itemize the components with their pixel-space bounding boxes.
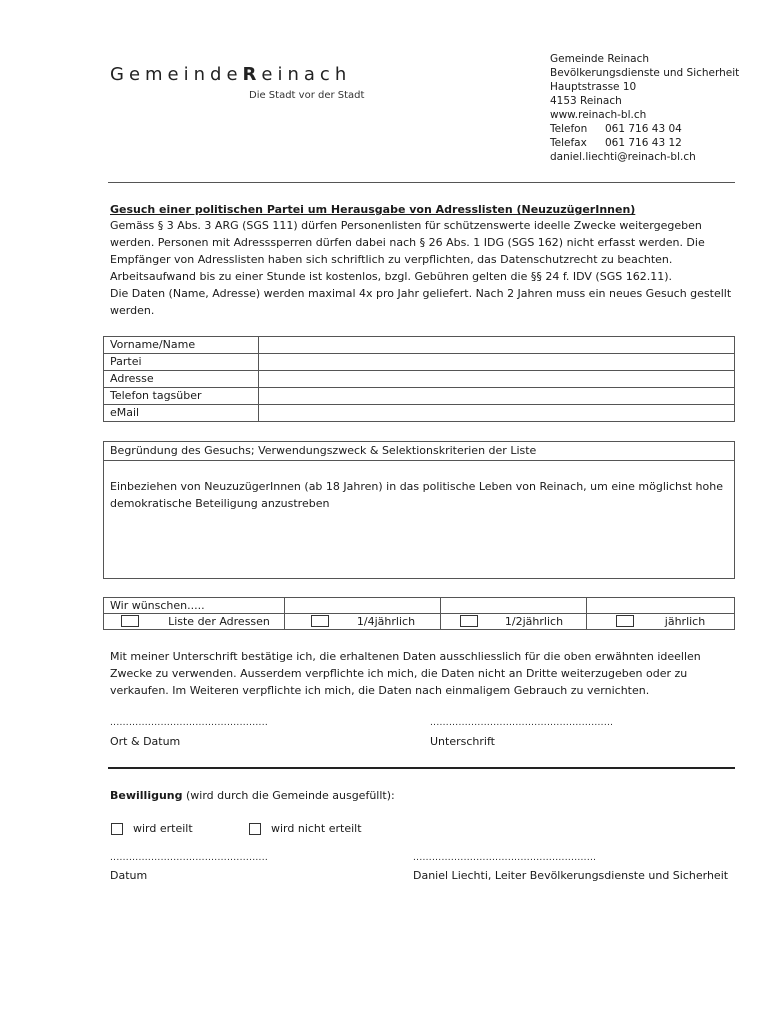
option-yearly: jährlich (664, 615, 706, 628)
approval-date-label: Datum (110, 869, 148, 882)
approval-signature-line[interactable]: .......................................................... (413, 853, 597, 863)
form-title: Gesuch einer politischen Partei um Herausgabe von Adresslisten (NeuzuzügerInnen) (110, 203, 636, 216)
address-phone (550, 122, 739, 136)
phone-value: 061 716 43 04 (605, 123, 682, 135)
logo-text-gemeinde: Gemeinde (110, 64, 243, 85)
reason-line: Einbeziehen von NeuzuzügerInnen (ab 18 Jahren) in das politische Leben von Reinach, um eine möglichst hohe (110, 480, 723, 493)
checkbox-yearly[interactable] (616, 615, 634, 627)
approval-heading-line (110, 789, 395, 802)
option-half-yearly: 1/2jährlich (504, 615, 564, 628)
field-input-phone[interactable] (259, 388, 735, 405)
address-line-street: Hauptstrasse 10 (550, 81, 637, 93)
option-quarterly: 1/4jährlich (356, 615, 416, 628)
approval-date-line[interactable]: .................................................. (110, 853, 269, 863)
fax-label: Telefax (550, 137, 587, 149)
intro-line: werden. (110, 304, 155, 317)
field-label-address: Adresse (104, 371, 259, 388)
approval-note: (wird durch die Gemeinde ausgefüllt): (182, 789, 395, 802)
field-label-party: Partei (104, 354, 259, 371)
intro-line: Gemäss § 3 Abs. 3 ARG (SGS 111) dürfen Personenlisten für schützenswerte ideelle Zwecke weitergegeben (110, 219, 702, 232)
address-line-name: Gemeinde Reinach (550, 53, 650, 65)
confirmation-text (110, 648, 740, 699)
field-input-name[interactable] (259, 337, 735, 354)
table-row (104, 388, 735, 405)
field-input-email[interactable] (259, 405, 735, 422)
phone-label: Telefon (550, 123, 588, 135)
intro-line: werden. Personen mit Adresssperren dürfen dabei nach § 26 Abs. 1 IDG (SGS 162) nicht erfasst werden. Die (110, 236, 705, 249)
logo-text-einach: einach (261, 64, 352, 85)
intro-line: Empfänger von Adresslisten haben sich schriftlich zu verpflichten, das Datenschutzrecht zu beachten. (110, 253, 673, 266)
reason-line: demokratische Beteiligung anzustreben (110, 497, 330, 510)
fax-value: 061 716 43 12 (605, 137, 682, 149)
place-date-line[interactable]: .................................................. (110, 718, 269, 728)
confirmation-line: verkaufen. Im Weiteren verpflichte ich mich, die Daten nach einmaligem Gebrauch zu vernichten. (110, 684, 650, 697)
address-line-city: 4153 Reinach (550, 95, 622, 107)
intro-line: Arbeitsaufwand bis zu einer Stunde ist kostenlos, bzgl. Gebühren gelten die §§ 24 f. IDV (SGS 162.11). (110, 270, 672, 283)
checkbox-half-yearly[interactable] (460, 615, 478, 627)
field-label-phone: Telefon tagsüber (104, 388, 259, 405)
signature-label: Unterschrift (430, 735, 495, 748)
address-website: www.reinach-bl.ch (550, 109, 647, 121)
wish-label: Wir wünschen..... (110, 599, 205, 612)
approval-divider (108, 767, 735, 769)
column-divider (440, 598, 441, 629)
checkbox-granted[interactable] (111, 823, 123, 835)
granted-label: wird erteilt (133, 822, 193, 835)
not-granted-label: wird nicht erteilt (271, 822, 362, 835)
checkbox-quarterly[interactable] (311, 615, 329, 627)
delivery-options-table (103, 597, 735, 630)
approval-heading: Bewilligung (110, 789, 183, 802)
address-fax (550, 136, 739, 150)
field-input-address[interactable] (259, 371, 735, 388)
field-input-party[interactable] (259, 354, 735, 371)
table-row (104, 405, 735, 422)
approval-signer-label: Daniel Liechti, Leiter Bevölkerungsdienste und Sicherheit (413, 869, 729, 882)
address-email: daniel.liechti@reinach-bl.ch (550, 151, 696, 163)
address-line-department: Bevölkerungsdienste und Sicherheit (550, 67, 740, 79)
header-divider (108, 182, 735, 183)
intro-text (110, 217, 740, 319)
reason-heading: Begründung des Gesuchs; Verwendungszweck & Selektionskriterien der Liste (104, 442, 734, 461)
applicant-fields-table (103, 336, 735, 422)
gemeinde-logo (110, 64, 351, 85)
field-label-email: eMail (104, 405, 259, 422)
column-divider (284, 598, 285, 629)
checkbox-address-list[interactable] (121, 615, 139, 627)
reason-box (103, 441, 735, 579)
logo-text-r: R (242, 64, 262, 85)
logo-tagline: Die Stadt vor der Stadt (249, 90, 365, 101)
field-label-name: Vorname/Name (104, 337, 259, 354)
table-row (104, 371, 735, 388)
intro-line: Die Daten (Name, Adresse) werden maximal 4x pro Jahr geliefert. Nach 2 Jahren muss ein neues Gesuch gestellt (110, 287, 732, 300)
confirmation-line: Mit meiner Unterschrift bestätige ich, die erhaltenen Daten ausschliesslich für die oben erwähnten ideellen (110, 650, 701, 663)
signature-line[interactable]: .......................................................... (430, 718, 614, 728)
option-address-list: Liste der Adressen (168, 615, 270, 628)
table-row (104, 354, 735, 371)
checkbox-not-granted[interactable] (249, 823, 261, 835)
table-row (104, 337, 735, 354)
confirmation-line: Zwecke zu verwenden. Ausserdem verpflichte ich mich, die Daten nicht an Dritte weiterzugeben oder zu (110, 667, 688, 680)
address-block (550, 52, 739, 164)
place-date-label: Ort & Datum (110, 735, 181, 748)
column-divider (586, 598, 587, 629)
reason-text-area[interactable] (104, 461, 734, 512)
